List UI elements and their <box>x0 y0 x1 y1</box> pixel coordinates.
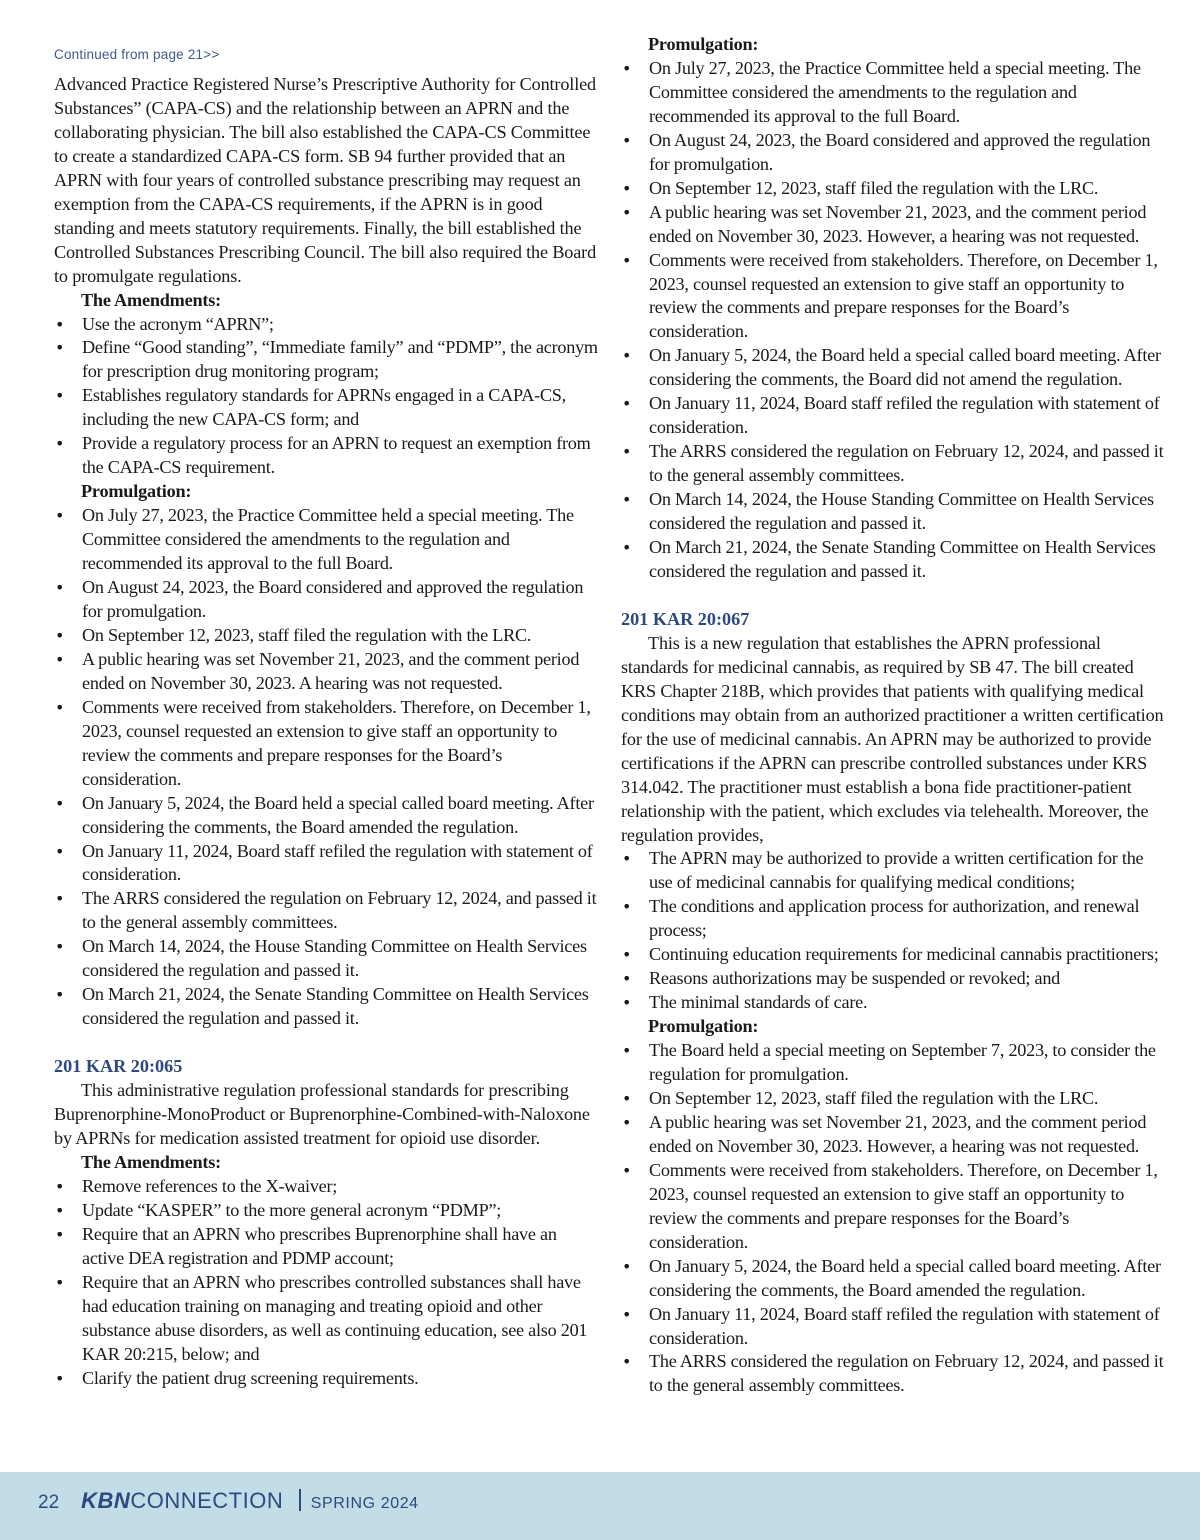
kar-067-provisions-list <box>621 847 1169 1015</box>
list-item: • The ARRS considered the regulation on February 12, 2024, and passed it to the general assembly committees. <box>54 887 600 935</box>
list-item: • Remove references to the X-waiver; <box>54 1175 600 1199</box>
list-item: • A public hearing was set November 21, 2023, and the comment period ended on November 30, 2023. However, a hearing was not requested. <box>621 1111 1169 1159</box>
list-item: • Update “KASPER” to the more general acronym “PDMP”; <box>54 1199 600 1223</box>
list-item: • Provide a regulatory process for an APRN to request an exemption from the CAPA-CS requirement. <box>54 432 600 480</box>
intro-paragraph: Advanced Practice Registered Nurse’s Prescriptive Authority for Controlled Substances” (CAPA-CS) and the relationship between an APRN and the collaborating physician. The bill also established the CAPA-CS Committee to create a standardized CAPA-CS form. SB 94 further provided that an APRN with four years of controlled substance prescribing may request an exemption from the CAPA-CS requirements, if the APRN is in good standing and meets statutory requirements. Finally, the bill established the Controlled Substances Prescribing Council. The bill also required the Board to promulgate regulations. <box>54 74 597 286</box>
page-number: 22 <box>38 1492 60 1513</box>
list-item: • On January 11, 2024, Board staff refiled the regulation with statement of consideration. <box>54 840 600 888</box>
amendments-heading: The Amendments: <box>81 289 221 310</box>
list-item: • On March 21, 2024, the Senate Standing Committee on Health Services considered the regulation and passed it. <box>621 536 1169 584</box>
brand-kbn: KBN <box>81 1488 131 1513</box>
list-item: • On August 24, 2023, the Board considered and approved the regulation for promulgation. <box>54 576 600 624</box>
promulgation-list <box>54 504 600 1031</box>
kar-067-paragraph: This is a new regulation that establishes the APRN professional standards for medicinal cannabis, as required by SB 47. The bill created KRS Chapter 218B, which provides that patients with qualifying medical conditions may obtain from an authorized practitioner a written certification for the use of medicinal cannabis. An APRN may be authorized to provide certifications if the APRN can prescribe controlled substances under KRS 314.042. The practitioner must establish a bona fide practitioner-patient relationship with the patient, which excludes via telehealth. Moreover, the regulation provides, <box>621 632 1164 845</box>
list-item: • The ARRS considered the regulation on February 12, 2024, and passed it to the general assembly committees. <box>621 1350 1169 1398</box>
issue-label: SPRING 2024 <box>310 1495 419 1512</box>
kar-067-promulgation-list <box>621 1039 1169 1398</box>
promulgation-list <box>621 57 1169 584</box>
list-item: • On January 11, 2024, Board staff refiled the regulation with statement of consideration. <box>621 1303 1169 1351</box>
brand-connection: CONNECTION <box>130 1488 284 1513</box>
list-item: • The conditions and application process for authorization, and renewal process; <box>621 895 1169 943</box>
section-heading-kar-067: 201 KAR 20:067 <box>621 608 750 629</box>
list-item: • On July 27, 2023, the Practice Committee held a special meeting. The Committee considered the amendments to the regulation and recommended its approval to the full Board. <box>621 57 1169 129</box>
list-item: • The minimal standards of care. <box>621 991 1169 1015</box>
left-column <box>54 73 600 1390</box>
list-item: • Reasons authorizations may be suspended or revoked; and <box>621 967 1169 991</box>
footer-divider <box>299 1489 301 1511</box>
amendments-list <box>54 313 600 481</box>
promulgation-heading: Promulgation: <box>648 34 759 54</box>
promulgation-heading: Promulgation: <box>81 481 192 502</box>
list-item: • The APRN may be authorized to provide a written certification for the use of medicinal cannabis for qualifying medical conditions; <box>621 847 1169 895</box>
list-item: • On March 21, 2024, the Senate Standing Committee on Health Services considered the regulation and passed it. <box>54 983 600 1031</box>
list-item: • Comments were received from stakeholders. Therefore, on December 1, 2023, counsel requested an extension to give staff an opportunity to review the comments and prepare responses for the Board’s consideration. <box>621 1159 1169 1255</box>
list-item: • The Board held a special meeting on September 7, 2023, to consider the regulation for promulgation. <box>621 1039 1169 1087</box>
list-item: • Comments were received from stakeholders. Therefore, on December 1, 2023, counsel requested an extension to give staff an opportunity to review the comments and prepare responses for the Board’s consideration. <box>54 696 600 792</box>
kar-065-amendments-heading: The Amendments: <box>81 1151 221 1172</box>
list-item: • On September 12, 2023, staff filed the regulation with the LRC. <box>621 177 1169 201</box>
list-item: • On January 5, 2024, the Board held a special called board meeting. After considering the comments, the Board amended the regulation. <box>621 1255 1169 1303</box>
kar-065-paragraph: This administrative regulation professional standards for prescribing Buprenorphine-MonoProduct or Buprenorphine-Combined-with-Naloxone by APRNs for medication assisted treatment for opioid use disorder. <box>54 1080 590 1148</box>
list-item: • On July 27, 2023, the Practice Committee held a special meeting. The Committee considered the amendments to the regulation and recommended its approval to the full Board. <box>54 504 600 576</box>
kar-067-promulgation-heading: Promulgation: <box>648 1016 759 1037</box>
list-item: • The ARRS considered the regulation on February 12, 2024, and passed it to the general assembly committees. <box>621 440 1169 488</box>
list-item: • On January 5, 2024, the Board held a special called board meeting. After considering the comments, the Board amended the regulation. <box>54 792 600 840</box>
list-item: • On September 12, 2023, staff filed the regulation with the LRC. <box>621 1087 1169 1111</box>
list-item: • On March 14, 2024, the House Standing Committee on Health Services considered the regulation and passed it. <box>54 935 600 983</box>
list-item: • On September 12, 2023, staff filed the regulation with the LRC. <box>54 624 600 648</box>
list-item: • Clarify the patient drug screening requirements. <box>54 1367 600 1391</box>
continued-from-note: Continued from page 21>> <box>54 47 220 62</box>
list-item: • Require that an APRN who prescribes controlled substances shall have had education training on managing and treating opioid and other substance abuse disorders, as well as continuing education, see also 201 KAR 20:215, below; and <box>54 1271 600 1367</box>
list-item: • A public hearing was set November 21, 2023, and the comment period ended on November 30, 2023. However, a hearing was not requested. <box>621 201 1169 249</box>
list-item: • Establishes regulatory standards for APRNs engaged in a CAPA-CS, including the new CAPA-CS form; and <box>54 384 600 432</box>
list-item: • Continuing education requirements for medicinal cannabis practitioners; <box>621 943 1169 967</box>
page-footer <box>0 1472 1200 1540</box>
list-item: • On August 24, 2023, the Board considered and approved the regulation for promulgation. <box>621 129 1169 177</box>
list-item: • Define “Good standing”, “Immediate family” and “PDMP”, the acronym for prescription drug monitoring program; <box>54 336 600 384</box>
right-column <box>621 33 1169 1398</box>
section-heading-kar-065: 201 KAR 20:065 <box>54 1056 183 1077</box>
list-item: • On March 14, 2024, the House Standing Committee on Health Services considered the regulation and passed it. <box>621 488 1169 536</box>
list-item: • Use the acronym “APRN”; <box>54 313 600 337</box>
list-item: • On January 11, 2024, Board staff refiled the regulation with statement of consideration. <box>621 392 1169 440</box>
kar-065-amendments-list <box>54 1175 600 1391</box>
list-item: • A public hearing was set November 21, 2023, and the comment period ended on November 30, 2023. A hearing was not requested. <box>54 648 600 696</box>
list-item: • Comments were received from stakeholders. Therefore, on December 1, 2023, counsel requested an extension to give staff an opportunity to review the comments and prepare responses for the Board’s consideration. <box>621 249 1169 345</box>
footer-content <box>38 1486 419 1514</box>
list-item: • Require that an APRN who prescribes Buprenorphine shall have an active DEA registration and PDMP account; <box>54 1223 600 1271</box>
list-item: • On January 5, 2024, the Board held a special called board meeting. After considering the comments, the Board did not amend the regulation. <box>621 344 1169 392</box>
